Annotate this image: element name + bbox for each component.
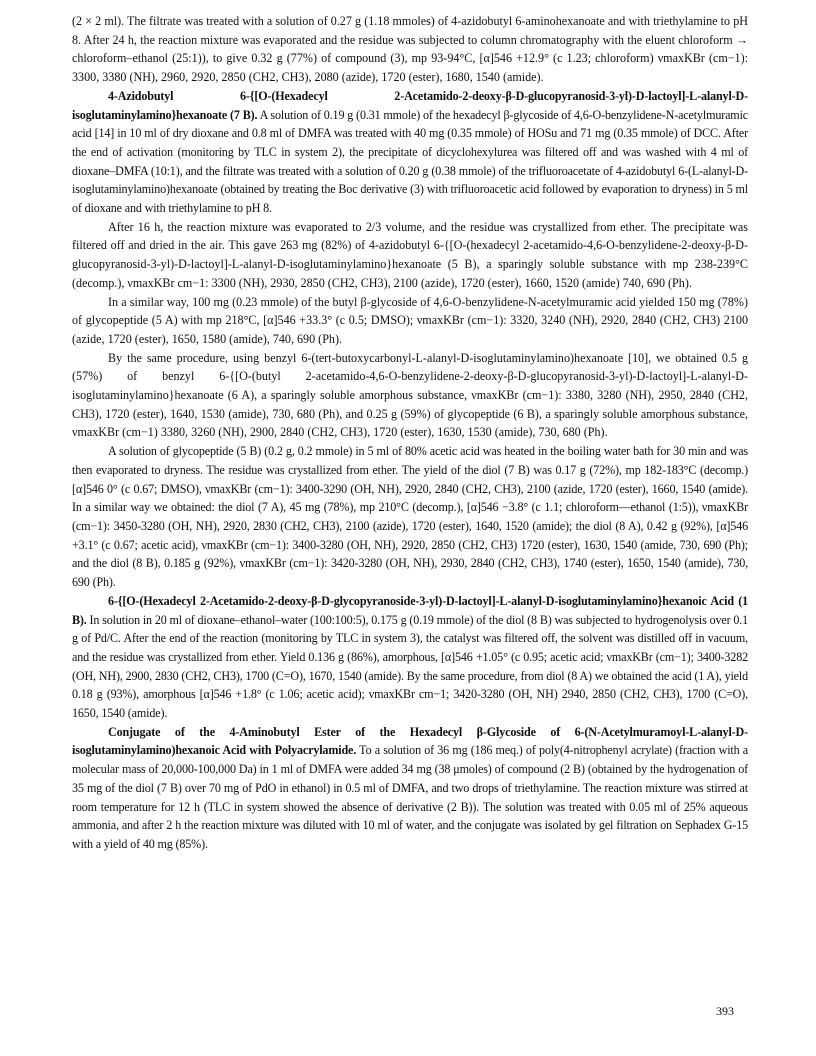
paragraph-text: A solution of 0.19 g (0.31 mmole) of the hexadecyl β-glycoside of 4,6-O-benzylidene-N-acetylmuramic acid [14] in 10 ml of dry dioxane and 0.8 ml of DMFA was treated with 40 mg (0.35 mmole) of HOSu and 71 mg (0.35 mmole) of DCC. After the end of activation (monitoring by TLC in system 2), the precipitate of dicyclohexylurea was filtered off and was washed with 4 ml of dioxane–DMFA (10:1), and the filtrate was treated with a solution of 0.20 g (0.38 mmole) of the trifluoroacetate of 4-azidobutyl 6-(L-alanyl-D-isoglutaminylamino)hexanoate (obtained by treating the Boc derivative (3) with trifluoroacetic acid followed by evaporation to dryness) in 5 ml of dioxane and with triethylamine to pH 8. xyxy=(72,107,748,216)
paragraph-text: A solution of glycopeptide (5 B) (0.2 g, 0.2 mmole) in 5 ml of 80% acetic acid was heated in the boiling water bath for 30 min and was then evaporated to dryness. The residue was crystallized from ether. The yield of the diol (7 B) was 0.17 g (72%), mp 182-183°C (decomp.) [α]546 0° (c 0.67; DMSO), νmaxKBr (cm−1): 3400-3290 (OH, NH), 2920, 2840 (CH2, CH3), 2100 (azide, 1720 (ester), 1660, 1540 (amide). In a similar way we obtained: the diol (7 A), 45 mg (78%), mp 210°C (decomp.), [α]546 −3.8° (c 1.1; chloroform—ethanol (1:5)), νmaxKBr (cm−1): 3450-3280 (OH, NH), 2920, 2830 (CH2, CH3), 2100 (azide), 1720 (ester), 1640, 1520 (amide); the diol (8 A), 0.42 g (92%), [α]546 +3.1° (c 0.67; acetic acid), νmaxKBr (cm−1): 3400-3280 (OH, NH), 2920, 2850 (CH2, CH3) 1720 (ester), 1630, 1540 (amide, 730, 690 (Ph); and the diol (8 B), 0.185 g (92%), νmaxKBr (cm−1): 3420-3280 (OH, NH), 2930, 2840 (CH2, CH3), 1740 (ester), 1650, 1540 (amide), 730, 690 (Ph). xyxy=(72,444,748,590)
paragraph-text: (2 × 2 ml). The filtrate was treated with a solution of 0.27 g (1.18 mmoles) of 4-azidobutyl 6-aminohexanoate and with triethylamine to pH 8. After 24 h, the reaction mixture was evaporated and the residue was subjected to column chromatography with the eluent chloroform → chloroform–ethanol (25:1)), to give 0.32 g (77%) of compound (3), mp 93-94°C, [α]546 +12.9° (c 1.23; chloroform) νmaxKBr (cm−1): 3300, 3380 (NH), 2960, 2920, 2850 (CH2, CH3), 2080 (azide), 1720 (ester), 1680, 1540 (amide). xyxy=(72,14,748,85)
paragraph-polyacrylamide-conjugate xyxy=(72,723,748,854)
page-number: 393 xyxy=(716,1004,734,1018)
paragraph-compound-5b-crystallization xyxy=(72,218,748,293)
section-heading: 4-Azidobutyl 6-{[O-(Hexadecyl 2-Acetamido-2-deoxy-β-D-glucopyranosid-3-yl)-D-lactoyl]-L-alanyl-D-isoglutaminylamino}hexanoate (7 B). xyxy=(72,88,748,122)
paragraph-diols-7-8 xyxy=(72,442,748,592)
paragraph-glycopeptide-5a xyxy=(72,293,748,349)
paragraph-text: By the same procedure, using benzyl 6-(tert-butoxycarbonyl-L-alanyl-D-isoglutaminylamino)hexanoate [10], we obtained 0.5 g (57%) of benzyl 6-{[O-(butyl 2-acetamido-4,6-O-benzylidene-2-deoxy-β-D-glucopyranosid-3-yl)-D-lactoyl]-L-alanyl-D-isoglutaminylamino}hexanoate (6 A), a sparingly soluble amorphous substance, νmaxKBr (cm−1): 3380, 3280 (NH), 2950, 2840 (CH2, CH3), 1720 (ester), 1640, 1530 (amide), 730, 680 (Ph), and 0.25 g (59%) of glycopeptide (6 B), a sparingly soluble amorphous substance, νmaxKBr (cm−1) 3380, 3260 (NH), 2900, 2840 (CH2, CH3), 1720 (ester), 1630, 1530 (amide), 730, 680 (Ph). xyxy=(72,350,748,440)
paragraph-compound-7b-synthesis xyxy=(72,87,748,218)
paragraph-text: After 16 h, the reaction mixture was evaporated to 2/3 volume, and the residue was crystallized from ether. The precipitate was filtered off and dried in the air. This gave 263 mg (82%) of 4-azidobutyl 6-{[O-(hexadecyl 2-acetamido-4,6-O-benzylidene-2-deoxy-β-D-glucopyranosid-3-yl)-D-lactoyl]-L-alanyl-D-isoglutaminylamino}hexanoate (5 B), a sparingly soluble substance with mp 238-239°C (decomp.), νmaxKBr cm−1: 3300 (NH), 2930, 2850 (CH2, CH3), 2100 (azide), 1720 (ester), 1660, 1520 (amide) 740, 690 (Ph). xyxy=(72,219,748,290)
article-body xyxy=(72,12,748,854)
paragraph-hexanoic-acid-1b xyxy=(72,592,748,723)
paragraph-text: To a solution of 36 mg (186 meq.) of poly(4-nitrophenyl acrylate) (fraction with a molecular mass of 20,000-100,000 Da) in 1 ml of DMFA were added 34 mg (38 μmoles) of compound (2 B) (obtained by the hydrogenation of 35 mg of the diol (7 B) over 70 mg of PdO in ethanol) in 0.5 ml of DMFA, and two drops of triethylamine. The reaction mixture was stirred at room temperature for 12 h (TLC in system showed the absence of derivative (2 B)). The solution was treated with 0.05 ml of 25% aqueous ammonia, and after 2 h the reaction mixture was diluted with 10 ml of water, and the conjugate was isolated by gel filtration on Sephadex G-15 with a yield of 40 mg (85%). xyxy=(72,743,748,851)
paragraph-text: In a similar way, 100 mg (0.23 mmole) of the butyl β-glycoside of 4,6-O-benzylidene-N-acetylmuramic acid yielded 150 mg (78%) of glycopeptide (5 A) with mp 218°C, [α]546 +33.3° (c 0.5; DMSO); νmaxKBr (cm−1): 3320, 3240 (NH), 2920, 2840 (CH2, CH3) 2100 (azide, 1720 (ester), 1650, 1580 (amide), 740, 690 (Ph). xyxy=(72,294,748,346)
paragraph-benzyl-ester-6 xyxy=(72,349,748,443)
paragraph-compound-3-synthesis xyxy=(72,12,748,87)
section-heading: 6-{[O-(Hexadecyl 2-Acetamido-2-deoxy-β-D-glycopyranoside-3-yl)-D-lactoyl]-L-alanyl-D-isoglutaminylamino}hexanoic Acid (1 B). xyxy=(72,593,748,627)
paragraph-text: In solution in 20 ml of dioxane–ethanol–water (100:100:5), 0.175 g (0.19 mmole) of the diol (8 B) was subjected to hydrogenolysis over 0.1 g of Pd/C. After the end of the reaction (monitoring by TLC in system 3), the catalyst was filtered off, the solvent was distilled off in vacuum, and the residue was crystallized from ether. Yield 0.136 g (86%), amorphous, [α]546 +1.05° (c 0.95; acetic acid; νmaxKBr (cm−1); 3400-3282 (OH, NH), 2900, 2830 (CH2, CH3), 1700 (C=O), 1670, 1540 (amide). By the same procedure, from diol (8 A) we obtained the acid (1 A), yield 0.18 g (93%), amorphous [α]546 +1.8° (c 1.06; acetic acid); νmaxKBr cm−1; 3420-3280 (OH, NH) 2940, 2850 (CH2, CH3), 1700 (C=O), 1650, 1540 (amide). xyxy=(72,612,748,721)
section-heading: Conjugate of the 4-Aminobutyl Ester of the Hexadecyl β-Glycoside of 6-(N-Acetylmuramoyl-L-alanyl-D-isoglutaminylamino)hexanoic Acid with Polyacrylamide. xyxy=(72,724,748,758)
